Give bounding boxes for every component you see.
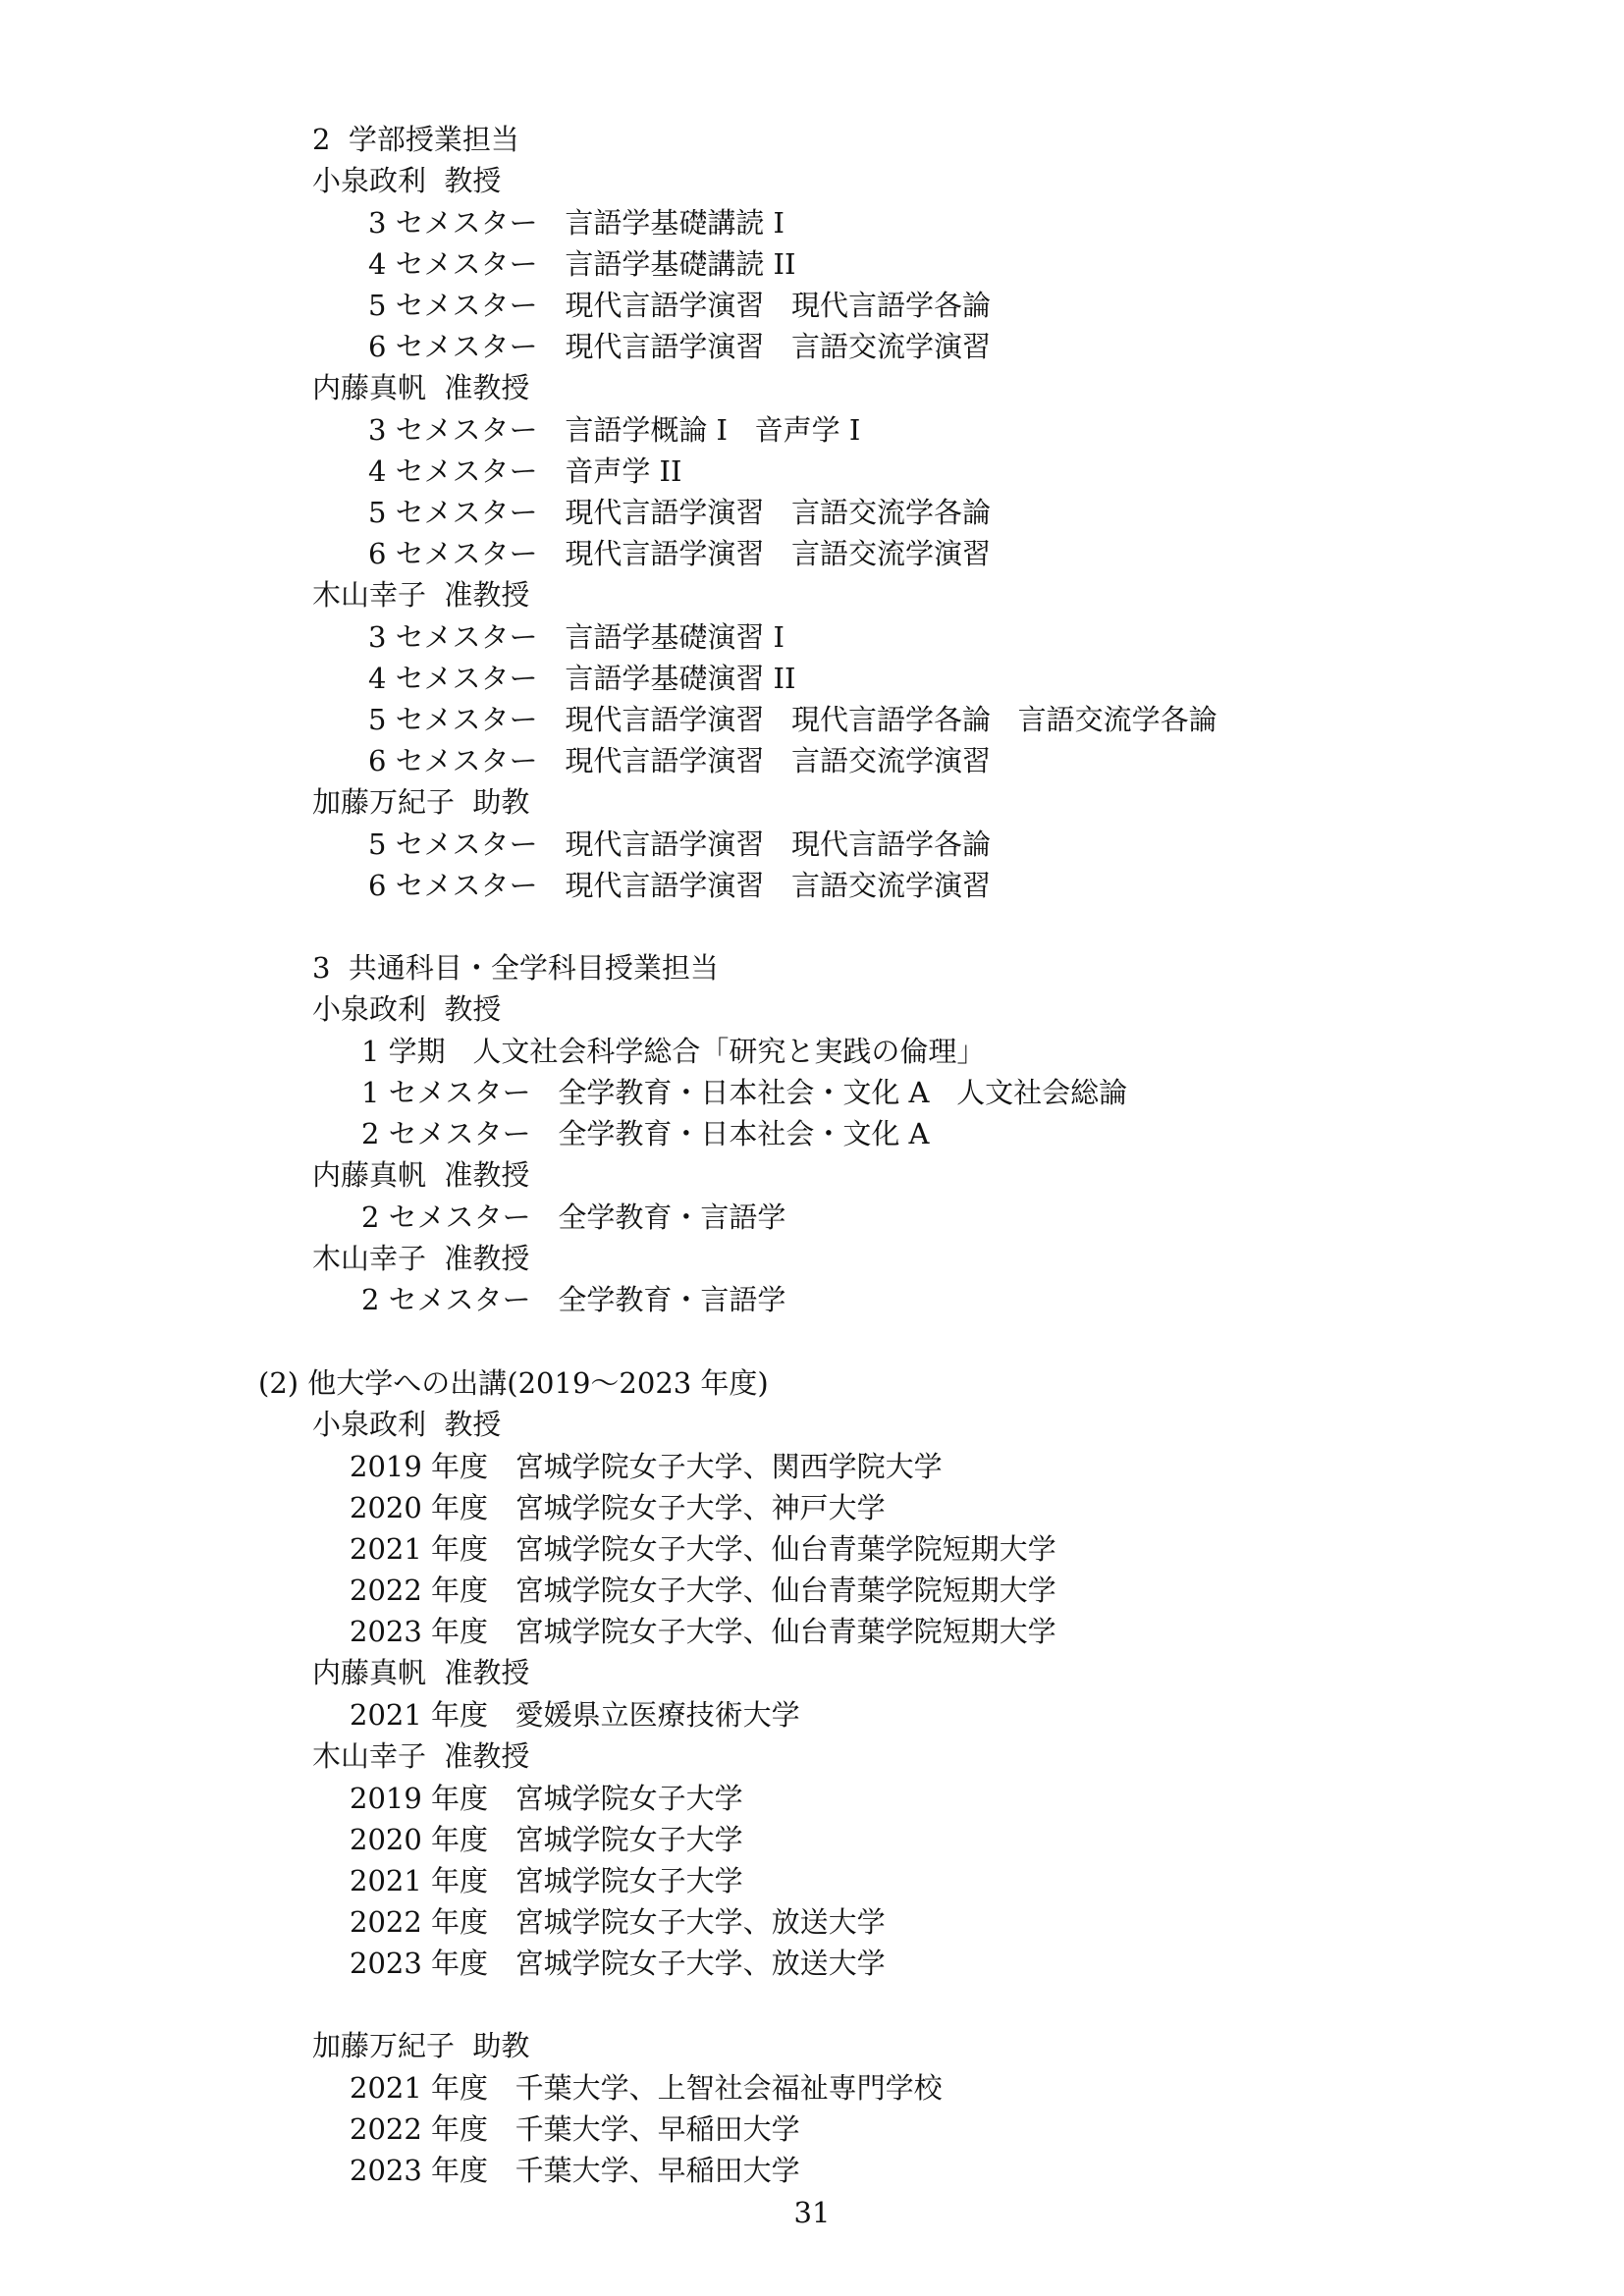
year-line: 2021 年度 千葉大学、上智社会福祉専門学校 [350,2071,943,2105]
year-line: 2022 年度 宮城学院女子大学、放送大学 [350,1905,886,1939]
year-line: 2021 年度 宮城学院女子大学 [350,1864,743,1897]
staff-name: 小泉政利 教授 [312,164,502,197]
year-line: 2022 年度 千葉大学、早稲田大学 [350,2112,800,2146]
course-line: 5 セメスター 現代言語学演習 現代言語学各論 言語交流学各論 [368,703,1218,736]
course-line: 5 セメスター 現代言語学演習 言語交流学各論 [368,496,991,529]
staff-name: 内藤真帆 准教授 [312,1656,530,1689]
page-number: 31 [793,2196,831,2229]
year-line: 2019 年度 宮城学院女子大学、関西学院大学 [350,1450,943,1483]
course-line: 4 セメスター 音声学 II [368,454,682,488]
course-line: 5 セメスター 現代言語学演習 現代言語学各論 [368,289,991,322]
staff-name: 木山幸子 准教授 [312,578,530,612]
staff-name: 内藤真帆 准教授 [312,1158,530,1192]
year-line: 2023 年度 宮城学院女子大学、放送大学 [350,1947,886,1980]
year-line: 2021 年度 宮城学院女子大学、仙台青葉学院短期大学 [350,1532,1056,1566]
course-line: 1 セメスター 全学教育・日本社会・文化 A 人文社会総論 [361,1076,1128,1109]
course-line: 3 セメスター 言語学概論 I 音声学 I [368,413,861,447]
course-line: 2 セメスター 全学教育・日本社会・文化 A [361,1117,930,1150]
course-line: 6 セメスター 現代言語学演習 言語交流学演習 [368,744,991,777]
course-line: 4 セメスター 言語学基礎講読 II [368,247,796,281]
staff-name: 加藤万紀子 助教 [312,785,530,819]
staff-name: 木山幸子 准教授 [312,1242,530,1275]
year-line: 2023 年度 宮城学院女子大学、仙台青葉学院短期大学 [350,1615,1056,1648]
staff-name: 小泉政利 教授 [312,1408,502,1441]
section-heading-other: (2) 他大学への出講(2019～2023 年度) [258,1366,769,1400]
course-line: 3 セメスター 言語学基礎演習 I [368,620,785,654]
staff-name: 加藤万紀子 助教 [312,2029,530,2062]
staff-name: 木山幸子 准教授 [312,1739,530,1773]
course-line: 1 学期 人文社会科学総合「研究と実践の倫理」 [361,1035,986,1068]
course-line: 6 セメスター 現代言語学演習 言語交流学演習 [368,537,991,570]
course-line: 6 セメスター 現代言語学演習 言語交流学演習 [368,869,991,902]
course-line: 5 セメスター 現代言語学演習 現代言語学各論 [368,828,991,861]
section-heading-common: 3 共通科目・全学科目授業担当 [312,951,719,985]
course-line: 4 セメスター 言語学基礎演習 II [368,662,796,695]
year-line: 2020 年度 宮城学院女子大学 [350,1823,743,1856]
year-line: 2021 年度 愛媛県立医療技術大学 [350,1698,800,1732]
year-line: 2020 年度 宮城学院女子大学、神戸大学 [350,1491,886,1524]
year-line: 2022 年度 宮城学院女子大学、仙台青葉学院短期大学 [350,1574,1056,1607]
course-line: 2 セメスター 全学教育・言語学 [361,1201,786,1234]
staff-name: 小泉政利 教授 [312,992,502,1026]
year-line: 2019 年度 宮城学院女子大学 [350,1782,743,1815]
course-line: 6 セメスター 現代言語学演習 言語交流学演習 [368,330,991,363]
staff-name: 内藤真帆 准教授 [312,371,530,404]
year-line: 2023 年度 千葉大学、早稲田大学 [350,2154,800,2187]
course-line: 3 セメスター 言語学基礎講読 I [368,206,785,240]
course-line: 2 セメスター 全学教育・言語学 [361,1283,786,1316]
section-heading-undergrad: 2 学部授業担当 [312,123,519,156]
